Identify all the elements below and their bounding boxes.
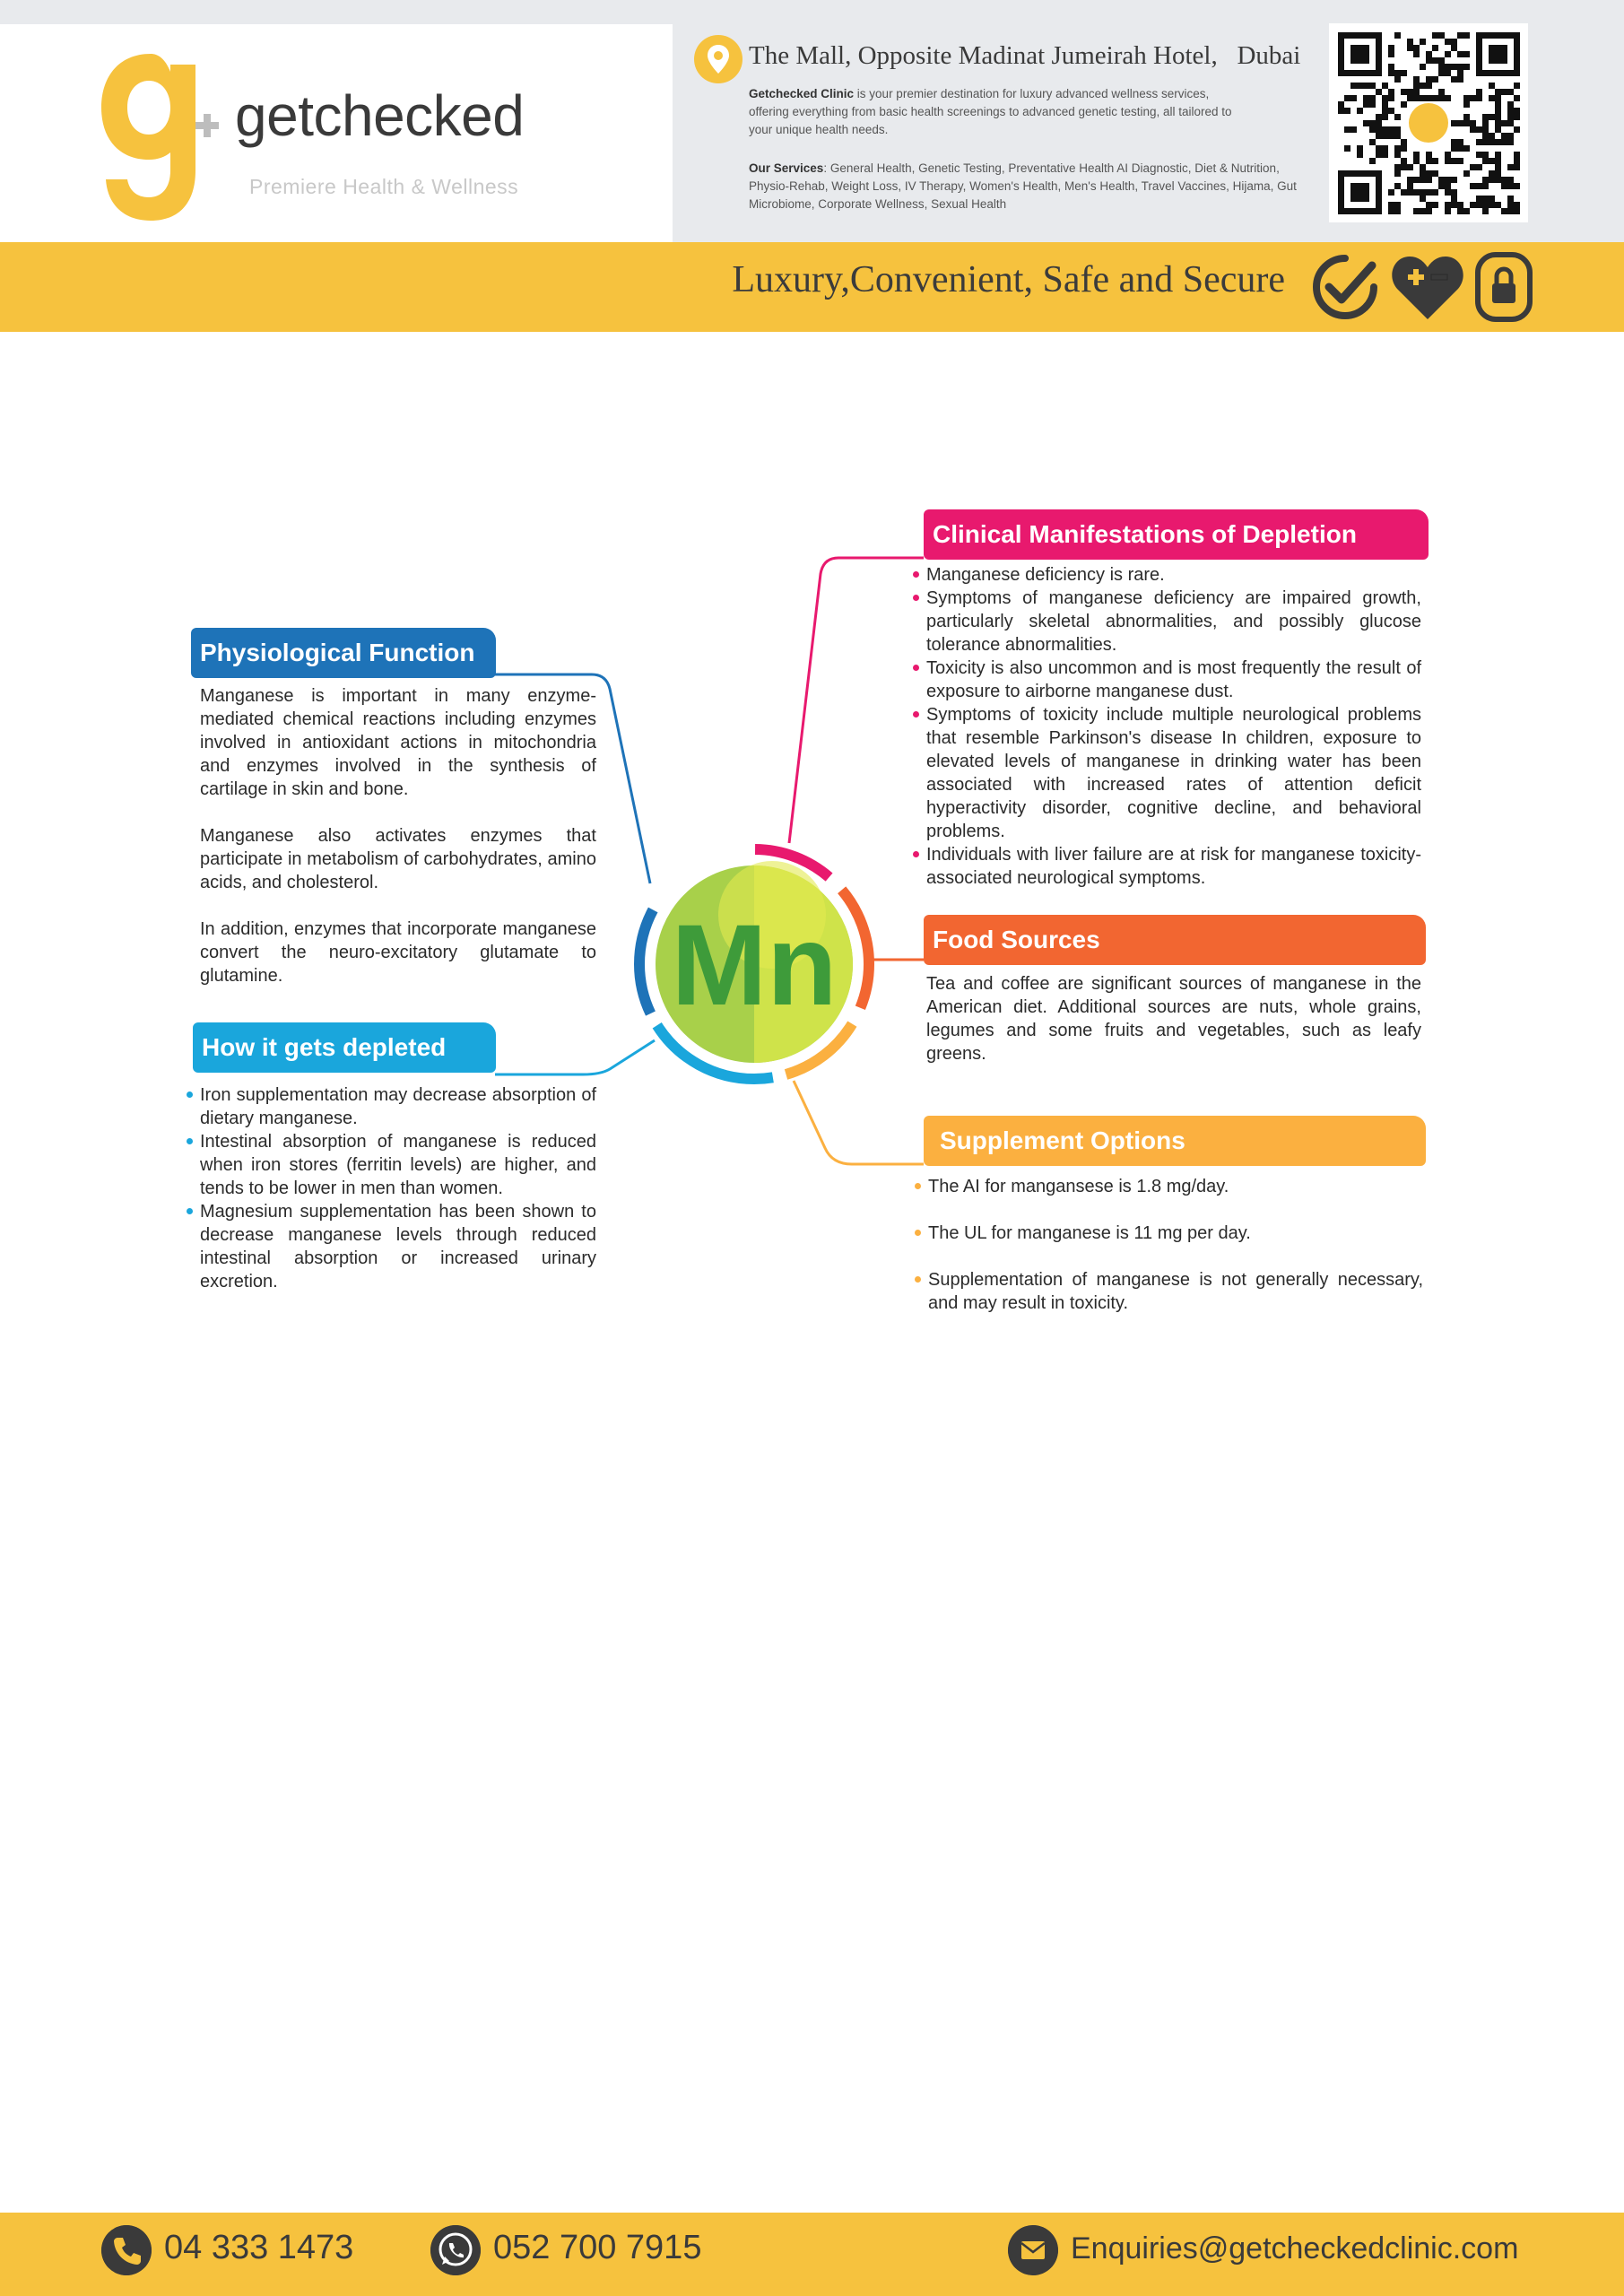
bullet-dot — [187, 1208, 193, 1214]
services-text: : General Health, Genetic Testing, Preventative Health AI Diagnostic, Diet & Nutrition, Physio-Rehab, Weight Loss, IV Therapy, Women's Health, Men's Health, Travel Vaccines, Hijama, Gut Microbiome, Corporate Wellness, Sexual Health — [749, 161, 1297, 211]
bullet-dot — [187, 1138, 193, 1144]
bullet-dot — [915, 1230, 921, 1236]
whatsapp-number[interactable]: 052 700 7915 — [493, 2229, 702, 2266]
physiological-function-body — [200, 684, 596, 987]
depleted-list — [200, 1083, 596, 1293]
email-address[interactable]: Enquiries@getcheckedclinic.com — [1071, 2231, 1519, 2266]
bullet-dot — [913, 665, 919, 671]
food-sources-body: Tea and coffee are significant sources of manganese in the American diet. Additional sources are nuts, whole grains, legumes and some fruits and vegetables, such as leafy greens. — [926, 974, 1421, 1064]
physiological-function-header: Physiological Function — [191, 628, 496, 678]
clinical-list — [926, 563, 1421, 890]
bullet-dot — [913, 711, 919, 718]
list-item: The AI for mangansese is 1.8 mg/day. — [928, 1175, 1423, 1198]
list-item: Intestinal absorption of manganese is reduced when iron stores (ferritin levels) are higher, and tends to be lower in men than women. — [200, 1130, 596, 1200]
whatsapp-icon — [430, 2225, 481, 2275]
physiological-paragraph: Manganese also activates enzymes that participate in metabolism of carbohydrates, amino acids, and cholesterol. — [200, 826, 596, 892]
list-item: Iron supplementation may decrease absorption of dietary manganese. — [200, 1083, 596, 1130]
brand-tagline: Premiere Health & Wellness — [249, 175, 519, 198]
manganese-center-graphic — [624, 834, 884, 1094]
physiological-paragraph: Manganese is important in many enzyme-mediated chemical reactions including enzymes involved in antioxidant actions in mitochondria and enzymes involved in the synthesis of cartilage in skin and bone. — [200, 686, 596, 799]
supplement-options-header: Supplement Options — [924, 1116, 1426, 1166]
email-icon — [1008, 2225, 1058, 2275]
bullet-dot — [913, 851, 919, 857]
slogan-text: Luxury,Convenient, Safe and Secure — [732, 259, 1285, 300]
food-sources-header: Food Sources — [924, 915, 1426, 965]
bullet-dot — [915, 1183, 921, 1189]
list-item: Supplementation of manganese is not generally necessary, and may result in toxicity. — [928, 1268, 1423, 1315]
bullet-dot — [915, 1276, 921, 1283]
bullet-dot — [913, 595, 919, 601]
brand-name: getchecked — [235, 83, 525, 148]
clinic-intro-text: is your premier destination for luxury advanced wellness services, offering everything from basic health screenings to advanced genetic testing, all tailored to your unique health needs. — [749, 87, 1232, 136]
list-item: Manganese deficiency is rare. — [926, 563, 1421, 587]
clinical-manifestations-header: Clinical Manifestations of Depletion — [924, 509, 1429, 560]
how-it-gets-depleted-header: How it gets depleted — [193, 1022, 496, 1073]
list-item: Magnesium supplementation has been shown to decrease manganese levels through reduced intestinal absorption or increased urinary excretion. — [200, 1200, 596, 1293]
list-item: The UL for manganese is 11 mg per day. — [928, 1222, 1423, 1245]
list-item: Symptoms of toxicity include multiple neurological problems that resemble Parkinson's disease In children, exposure to elevated levels of manganese in drinking water has been associated with increased rates of attention deficit hyperactivity disorder, cognitive decline, and behavioral problems. — [926, 703, 1421, 843]
clinic-intro-bold: Getchecked Clinic — [749, 87, 855, 100]
clinic-address: The Mall, Opposite Madinat Jumeirah Hotel, Dubai — [749, 41, 1301, 70]
manganese-symbol: Mn — [671, 901, 838, 1030]
supplement-list — [928, 1175, 1423, 1315]
bullet-dot — [913, 571, 919, 578]
physiological-paragraph: In addition, enzymes that incorporate manganese convert the neuro-excitatory glutamate to glutamine. — [200, 919, 596, 986]
list-item: Toxicity is also uncommon and is most frequently the result of exposure to airborne manganese dust. — [926, 657, 1421, 703]
list-item: Individuals with liver failure are at risk for manganese toxicity-associated neurological symptoms. — [926, 843, 1421, 890]
bullet-dot — [187, 1091, 193, 1098]
list-item: Symptoms of manganese deficiency are impaired growth, particularly skeletal abnormalities, and possibly glucose tolerance abnormalities. — [926, 587, 1421, 657]
phone-icon — [101, 2225, 152, 2275]
phone-number[interactable]: 04 333 1473 — [164, 2229, 354, 2266]
services-bold: Our Services — [749, 161, 824, 175]
